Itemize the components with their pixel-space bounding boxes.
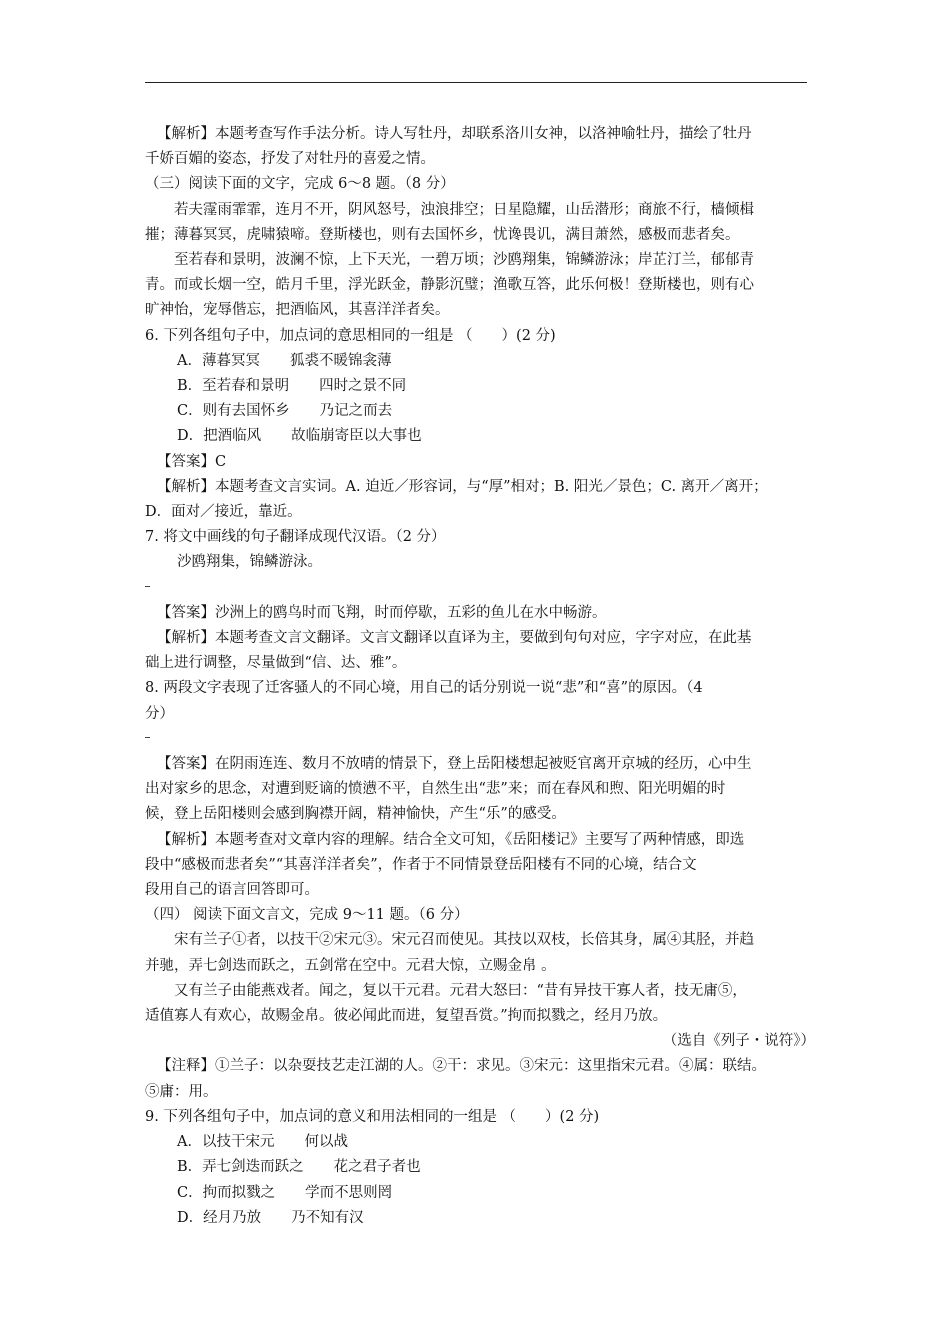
- analysis-line: 段中“感极而悲者矣”“其喜洋洋者矣”，作者于不同情景登岳阳楼有不同的心境，结合文: [145, 856, 697, 873]
- option-a: A．以技干宋元 何以战: [177, 1134, 348, 1151]
- section-heading: （三）阅读下面的文字，完成 6～8 题。（8 分）: [145, 176, 455, 193]
- passage-line: 旷神怡，宠辱偕忘，把酒临风，其喜洋洋者矣。: [145, 302, 450, 319]
- question-7: 7. 将文中画线的句子翻译成现代汉语。（2 分）: [145, 529, 446, 546]
- section-heading: （四） 阅读下面文言文，完成 9～11 题。（6 分）: [145, 907, 469, 924]
- passage-line: 若夫霪雨霏霏，连月不开，阴风怒号，浊浪排空；日星隐耀，山岳潜形；商旅不行，樯倾楫: [174, 201, 754, 218]
- blank-mark: [145, 576, 815, 601]
- passage-line: 并驰，弄七剑迭而跃之，五剑常在空中。元君大惊，立赐金帛 。: [145, 957, 556, 974]
- blank-mark: [145, 727, 815, 752]
- question-8-cont: 分）: [145, 705, 174, 722]
- question-9: 9. 下列各组句子中，加点词的意义和用法相同的一组是 （ ）(2 分): [145, 1108, 600, 1125]
- analysis-line: 【解析】本题考查对文章内容的理解。结合全文可知，《岳阳楼记》主要写了两种情感，即选: [157, 831, 745, 848]
- passage-line: 又有兰子由能燕戏者。闻之，复以干元君。元君大怒曰：“昔有异技干寡人者，技无庸⑤，: [174, 982, 747, 999]
- option-d: D．经月乃放 乃不知有汉: [177, 1209, 364, 1226]
- quoted-sentence: 沙鸥翔集，锦鳞游泳。: [177, 554, 322, 571]
- answer-line: 【答案】C: [157, 453, 227, 470]
- analysis-line: 【解析】本题考查文言文翻译。文言文翻译以直译为主，要做到句句对应，字字对应，在此基: [157, 630, 752, 647]
- option-b: B．弄七剑迭而跃之 花之君子者也: [177, 1159, 421, 1176]
- annotation-line: ⑤庸：用。: [145, 1083, 218, 1100]
- option-d: D．把酒临风 故临崩寄臣以大事也: [177, 428, 422, 445]
- source-citation: （选自《列子・说符》）: [662, 1033, 815, 1050]
- header-rule: [145, 82, 807, 83]
- option-c: C．拘而拟戮之 学而不思则罔: [177, 1184, 393, 1201]
- annotation-line: 【注释】①兰子：以杂耍技艺走江湖的人。②干：求见。③宋元：这里指宋元君。④属：联结。: [157, 1058, 766, 1075]
- answer-line: 【答案】在阴雨连连、数月不放晴的情景下，登上岳阳楼想起被贬官离开京城的经历，心中生: [157, 756, 752, 773]
- analysis-line: D．面对／接近，靠近。: [145, 504, 302, 521]
- answer-line: 候，登上岳阳楼则会感到胸襟开阔，精神愉快，产生“乐”的感受。: [145, 806, 566, 823]
- answer-line: 【答案】沙洲上的鸥鸟时而飞翔，时而停歇，五彩的鱼儿在水中畅游。: [157, 604, 607, 621]
- passage-line: 青。而或长烟一空，皓月千里，浮光跃金，静影沉璧；渔歌互答，此乐何极！登斯楼也，则有心: [145, 277, 754, 294]
- passage-line: 摧；薄暮冥冥，虎啸猿啼。登斯楼也，则有去国怀乡，忧谗畏讥，满目萧然，感极而悲者矣。: [145, 226, 740, 243]
- analysis-line: 础上进行调整，尽量做到“信、达、雅”。: [145, 655, 407, 672]
- analysis-line: 段用自己的语言回答即可。: [145, 882, 319, 899]
- option-c: C．则有去国怀乡 乃记之而去: [177, 403, 393, 420]
- passage-line: 宋有兰子①者，以技干②宋元③。宋元召而使见。其技以双枝，长倍其身，属④其胫，并趋: [174, 932, 754, 949]
- analysis-line: 【解析】本题考查文言实词。A. 迫近／形容词，与“厚”相对；B. 阳光／景色；C. 离开／离开；: [157, 478, 768, 495]
- question-6: 6. 下列各组句子中，加点词的意思相同的一组是 （ ）(2 分): [145, 327, 556, 344]
- passage-line: 至若春和景明，波澜不惊，上下天光，一碧万顷；沙鸥翔集，锦鳞游泳；岸芷汀兰，郁郁青: [174, 252, 754, 269]
- analysis-line: 千娇百媚的姿态，抒发了对牡丹的喜爱之情。: [145, 151, 435, 168]
- option-b: B．至若春和景明 四时之景不同: [177, 378, 407, 395]
- answer-line: 出对家乡的思念，对遭到贬谪的愤懑不平，自然生出“悲”来；而在春风和煦、阳光明媚的时: [145, 781, 726, 798]
- document-body: [145, 122, 815, 1231]
- question-8: 8. 两段文字表现了迁客骚人的不同心境，用自己的话分别说一说“悲”和“喜”的原因。（4: [145, 680, 703, 697]
- option-a: A．薄暮冥冥 狐裘不暖锦衾薄: [177, 352, 392, 369]
- analysis-line: 【解析】本题考查写作手法分析。诗人写牡丹，却联系洛川女神，以洛神喻牡丹，描绘了牡丹: [157, 126, 752, 142]
- passage-line: 适值寡人有欢心，故赐金帛。彼必闻此而进，复望吾赏。”拘而拟戮之，经月乃放。: [145, 1008, 668, 1025]
